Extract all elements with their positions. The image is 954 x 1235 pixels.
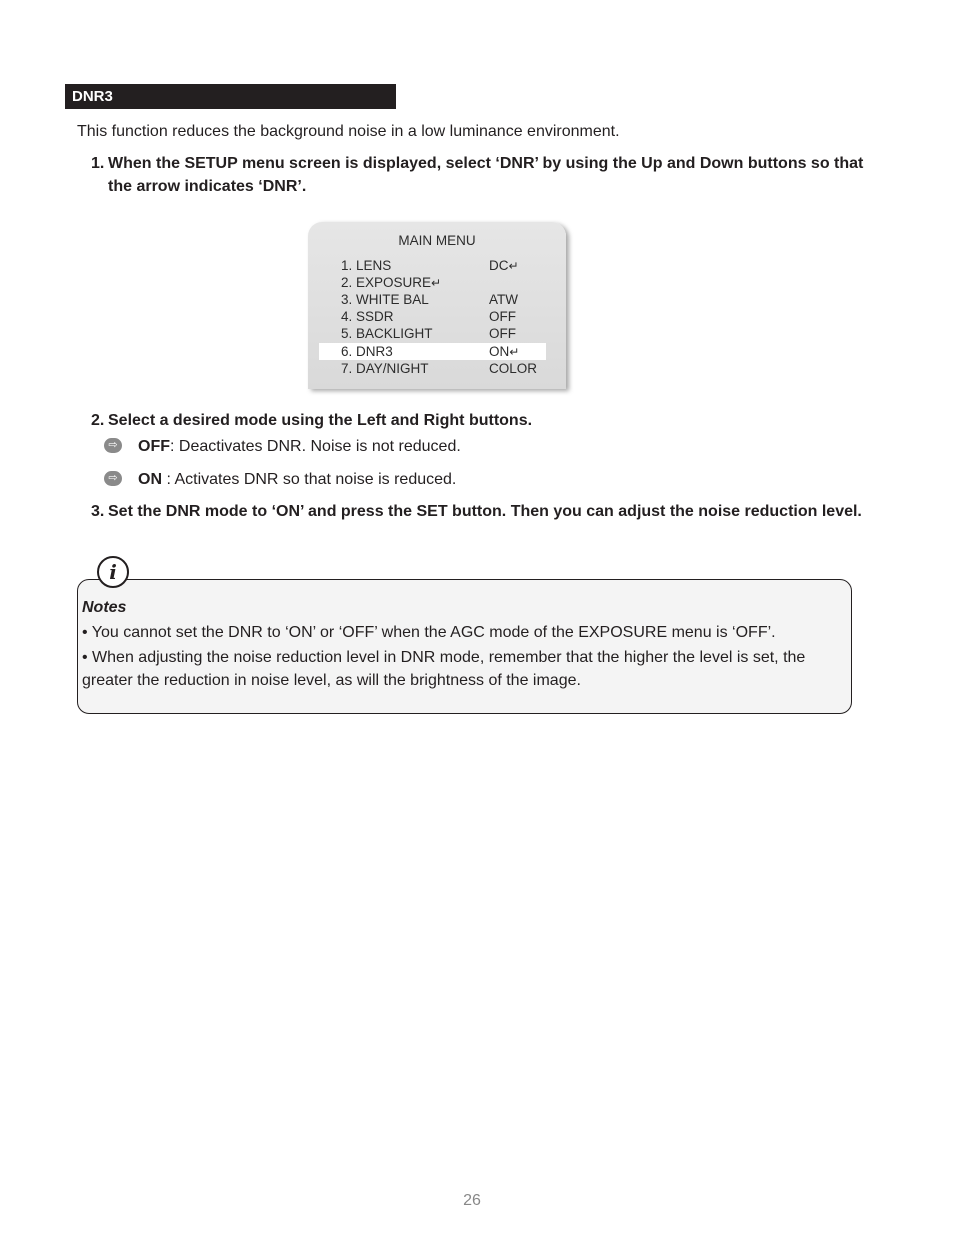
menu-row-value: ON bbox=[489, 344, 510, 359]
menu-row-ssdr bbox=[319, 308, 546, 325]
step-number: 3. bbox=[91, 503, 105, 520]
arrow-right-icon: ⇨ bbox=[104, 438, 122, 453]
step-text: Select a desired mode using the Left and Right buttons. bbox=[108, 412, 533, 429]
option-description: : Deactivates DNR. Noise is not reduced. bbox=[170, 438, 461, 455]
step-number: 1. bbox=[91, 155, 105, 172]
note-item: • When adjusting the noise reduction level in DNR mode, remember that the higher the level is set, the greater the reduction in noise level, as will the brightness of the image. bbox=[82, 649, 806, 689]
menu-row-dnr3-selected bbox=[319, 343, 546, 360]
note-item: • You cannot set the DNR to ‘ON’ or ‘OFF’ when the AGC mode of the EXPOSURE menu is ‘OFF’. bbox=[82, 624, 776, 641]
main-menu-screenshot bbox=[308, 222, 566, 389]
step-2 bbox=[91, 409, 791, 432]
step-text: When the SETUP menu screen is displayed, select ‘DNR’ by using the Up and Down buttons so that the arrow indicates ‘DNR’. bbox=[108, 155, 864, 195]
arrow-right-icon: ⇨ bbox=[104, 471, 122, 486]
menu-row-label: 7. DAY/NIGHT bbox=[341, 361, 429, 376]
enter-icon: ↵ bbox=[508, 259, 519, 273]
option-key: OFF bbox=[138, 438, 170, 455]
option-description: : Activates DNR so that noise is reduced. bbox=[162, 471, 457, 488]
menu-row-value: OFF bbox=[489, 326, 516, 341]
step-3 bbox=[91, 500, 881, 523]
option-off bbox=[104, 438, 461, 456]
option-on bbox=[104, 471, 456, 489]
step-1 bbox=[91, 152, 881, 198]
menu-row-value: DC bbox=[489, 258, 509, 273]
intro-text: This function reduces the background noise in a low luminance environment. bbox=[77, 123, 620, 140]
menu-title: MAIN MENU bbox=[398, 233, 476, 248]
step-text: Set the DNR mode to ‘ON’ and press the SET button. Then you can adjust the noise reduction level. bbox=[108, 503, 862, 520]
menu-row-value: OFF bbox=[489, 309, 516, 324]
menu-row-backlight bbox=[319, 325, 546, 342]
step-number: 2. bbox=[91, 412, 105, 429]
menu-row-lens bbox=[319, 257, 546, 274]
notes-box bbox=[77, 579, 852, 714]
notes-title: Notes bbox=[82, 599, 127, 616]
menu-row-label: 2. EXPOSURE bbox=[341, 275, 432, 290]
enter-icon: ↵ bbox=[509, 345, 520, 359]
menu-row-label: 1. LENS bbox=[341, 258, 392, 273]
menu-row-value: COLOR bbox=[489, 361, 538, 376]
menu-row-white-bal bbox=[319, 291, 546, 308]
menu-row-label: 5. BACKLIGHT bbox=[341, 326, 433, 341]
enter-icon: ↵ bbox=[431, 276, 442, 290]
info-icon: i bbox=[97, 556, 129, 588]
menu-row-label: 6. DNR3 bbox=[341, 344, 393, 359]
menu-row-label: 3. WHITE BAL bbox=[341, 292, 429, 307]
menu-row-day-night bbox=[319, 360, 546, 377]
menu-row-exposure bbox=[319, 274, 546, 291]
section-title: DNR3 bbox=[65, 84, 396, 109]
option-key: ON bbox=[138, 471, 162, 488]
menu-row-label: 4. SSDR bbox=[341, 309, 394, 324]
page-number: 26 bbox=[463, 1192, 481, 1209]
menu-row-value: ATW bbox=[489, 292, 518, 307]
